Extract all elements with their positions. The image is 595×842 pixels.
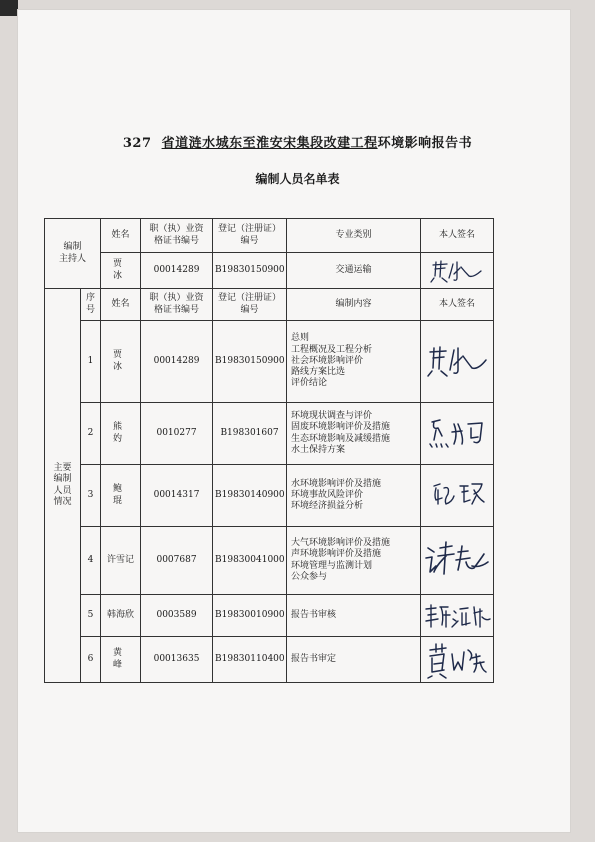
host-name: 贾 冰 (101, 253, 141, 289)
header-cert: 职（执）业资 格证书编号 (141, 219, 213, 253)
staff-row-5 (45, 595, 494, 637)
signature-xuxueji (422, 538, 492, 584)
row-content: 报告书审定 (287, 637, 421, 683)
host-cert: 00014289 (141, 253, 213, 289)
header-reg: 登记（注册证） 编号 (213, 219, 287, 253)
row-seq: 3 (81, 465, 101, 527)
header-name: 姓名 (101, 289, 141, 321)
signature-xiongshuo (424, 414, 490, 454)
row-reg: B19830010900 (213, 595, 287, 637)
row-seq: 1 (81, 321, 101, 403)
row-reg: B198301607 (213, 403, 287, 465)
staff-row-3 (45, 465, 494, 527)
document-subtitle: 编制人员名单表 (255, 172, 340, 186)
staff-row-1 (45, 321, 494, 403)
row-signature (421, 403, 494, 465)
row-signature (421, 465, 494, 527)
staff-section-label: 主要 编制 人员 情况 (45, 289, 81, 683)
staff-row-2 (45, 403, 494, 465)
staff-roster-table (44, 218, 494, 683)
row-reg: B19830110400 (213, 637, 287, 683)
title-report-type: 环境影响报告书 (377, 136, 473, 151)
row-reg: B19830140900 (213, 465, 287, 527)
row-content: 大气环境影响评价及措施 声环境影响评价及措施 环境管理与监测计划 公众参与 (287, 527, 421, 595)
row-content: 水环境影响评价及措施 环境事故风险评价 环境经济损益分析 (287, 465, 421, 527)
row-name: 鲍 琨 (101, 465, 141, 527)
row-name: 许雪记 (101, 527, 141, 595)
signature-hanhaixin (422, 599, 492, 633)
header-seq: 序 号 (81, 289, 101, 321)
row-signature (421, 527, 494, 595)
row-seq: 2 (81, 403, 101, 465)
signature-huangfeng (424, 640, 490, 680)
row-content: 总则 工程概况及工程分析 社会环境影响评价 路线方案比选 评价结论 (287, 321, 421, 403)
row-cert: 00014289 (141, 321, 213, 403)
row-cert: 00014317 (141, 465, 213, 527)
header-reg: 登记（注册证） 编号 (213, 289, 287, 321)
row-seq: 6 (81, 637, 101, 683)
host-reg: B19830150900 (213, 253, 287, 289)
host-row (45, 253, 494, 289)
signature-jiabing (424, 342, 490, 382)
host-signature (421, 253, 494, 289)
header-signature: 本人签名 (421, 289, 494, 321)
row-name: 贾 冰 (101, 321, 141, 403)
row-reg: B19830150900 (213, 321, 287, 403)
row-name: 熊 妁 (101, 403, 141, 465)
row-seq: 5 (81, 595, 101, 637)
row-reg: B19830041000 (213, 527, 287, 595)
title-number: 327 (122, 136, 152, 151)
host-header-row (45, 219, 494, 253)
host-category: 交通运输 (287, 253, 421, 289)
row-seq: 4 (81, 527, 101, 595)
row-name: 黄 峰 (101, 637, 141, 683)
row-cert: 0010277 (141, 403, 213, 465)
header-signature: 本人签名 (421, 219, 494, 253)
row-signature (421, 595, 494, 637)
staff-header-row (45, 289, 494, 321)
row-cert: 0007687 (141, 527, 213, 595)
row-signature (421, 321, 494, 403)
title-project-name: 省道涟水城东至淮安宋集段改建工程 (161, 136, 378, 151)
signature-jiabing (427, 258, 487, 284)
host-section-label: 编制 主持人 (45, 219, 101, 289)
header-name: 姓名 (101, 219, 141, 253)
photo-edge-shadow (0, 0, 18, 16)
row-content: 环境现状调查与评价 固废环境影响评价及措施 生态环境影响及减缓措施 水土保持方案 (287, 403, 421, 465)
staff-row-4 (45, 527, 494, 595)
header-category: 专业类别 (287, 219, 421, 253)
document-title (0, 132, 595, 151)
row-cert: 0003589 (141, 595, 213, 637)
header-content: 编制内容 (287, 289, 421, 321)
staff-row-6 (45, 637, 494, 683)
row-name: 韩海欣 (101, 595, 141, 637)
row-cert: 00013635 (141, 637, 213, 683)
row-signature (421, 637, 494, 683)
header-cert: 职（执）业资 格证书编号 (141, 289, 213, 321)
signature-baokun (424, 476, 490, 516)
row-content: 报告书审核 (287, 595, 421, 637)
